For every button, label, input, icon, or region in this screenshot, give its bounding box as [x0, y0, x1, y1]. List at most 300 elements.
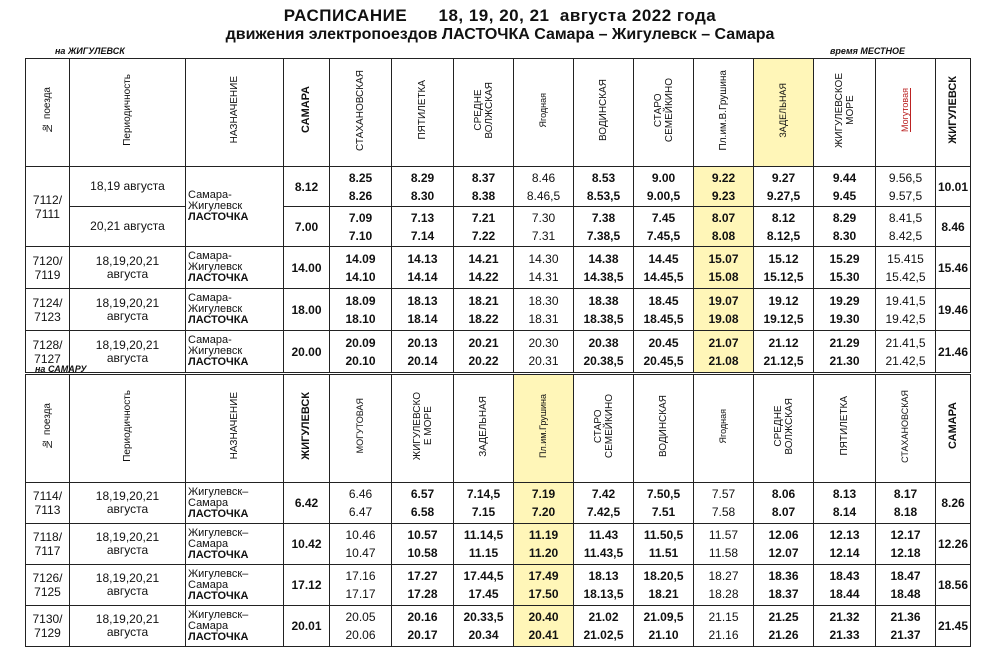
t1-time-cell [330, 247, 392, 289]
t2-period: 18,19,20,21 августа [95, 612, 160, 639]
t2-train-number: 7126/ 7125 [32, 571, 63, 599]
t2-time-cell [634, 483, 694, 524]
t1-time-value: 21.29 21.30 [829, 335, 860, 368]
t2-train-number-cell [26, 606, 70, 647]
t1-time-cell [876, 167, 936, 207]
t2-period: 18,19,20,21 августа [95, 571, 160, 598]
t2-data-row [26, 565, 971, 606]
t2-time-cell [634, 565, 694, 606]
t2-train-number-cell [26, 524, 70, 565]
t1-time-value: 20.09 20.10 [345, 335, 376, 368]
t1-time-value: 18.30 18.31 [528, 293, 559, 326]
t1-time-value: 14.21 14.22 [468, 251, 499, 284]
t1-header-label: СТАХАНОВСКАЯ [355, 69, 366, 151]
t2-time-cell [514, 524, 574, 565]
t2-destination: Жигулевск– Самара ЛАСТОЧКА [188, 485, 249, 520]
t1-end-time: 10.01 [936, 167, 971, 207]
t2-time-cell [754, 606, 814, 647]
t1-destination: Самара- Жигулевск ЛАСТОЧКА [188, 189, 249, 223]
t2-time-cell [876, 483, 936, 524]
t1-time-value: 14.09 14.10 [345, 251, 376, 284]
t1-header-row [26, 59, 971, 167]
t1-header-cell [186, 59, 284, 167]
t2-time-cell [454, 565, 514, 606]
t2-time-cell [514, 565, 574, 606]
t2-destination-cell [186, 565, 284, 606]
t1-time-cell [754, 247, 814, 289]
t1-start-time: 14.00 [284, 247, 330, 289]
t1-start-time: 20.00 [284, 331, 330, 373]
t1-time-cell [330, 167, 392, 207]
t2-time-value: 10.46 10.47 [345, 528, 376, 560]
t1-time-value: 8.53 8.53,5 [586, 170, 621, 203]
t1-time-value: 20.21 20.22 [468, 335, 499, 368]
t1-time-cell [814, 331, 876, 373]
t2-time-value: 11.19 11.20 [528, 528, 559, 560]
t2-time-cell [392, 565, 454, 606]
t2-period-cell [70, 606, 186, 647]
t1-train-brand: ЛАСТОЧКА [188, 272, 249, 284]
t2-time-value: 6.57 6.58 [410, 487, 435, 519]
t1-time-cell [454, 289, 514, 331]
t1-time-value: 8.46 8.46,5 [526, 170, 561, 203]
t1-header-label: Пл.им.В.Грушина [718, 69, 729, 151]
t2-time-value: 21.09,5 21.10 [643, 610, 684, 642]
t2-time-cell [392, 524, 454, 565]
t2-time-value: 7.42 7.42,5 [586, 487, 621, 519]
t1-time-cell [634, 331, 694, 373]
t2-time-cell [330, 565, 392, 606]
t2-time-value: 8.13 8.14 [832, 487, 857, 519]
t2-time-value: 18.20,5 18.21 [643, 569, 684, 601]
t2-header-label: ВОДИНСКАЯ [658, 394, 669, 458]
t1-time-value: 8.29 8.30 [832, 210, 857, 243]
t2-time-value: 11.57 11.58 [708, 528, 739, 560]
t2-train-brand: ЛАСТОЧКА [188, 630, 249, 643]
t2-time-value: 18.27 18.28 [708, 569, 739, 601]
t1-time-value: 18.38 18.38,5 [583, 293, 624, 326]
t2-time-value: 18.47 18.48 [890, 569, 921, 601]
t2-time-value: 21.02 21.02,5 [583, 610, 624, 642]
t1-train-number: 7112/ 7111 [32, 192, 63, 221]
t2-time-value: 17.44,5 17.45 [463, 569, 504, 601]
t1-destination-cell [186, 289, 284, 331]
t1-time-cell [754, 331, 814, 373]
t2-time-value: 7.19 7.20 [531, 487, 556, 519]
t1-data-row [26, 289, 971, 331]
t1-period: 20,21 августа [90, 219, 165, 233]
t1-header-cell [392, 59, 454, 167]
t2-header-label: № поезда [42, 403, 53, 449]
t1-period: 18,19 августа [90, 179, 165, 193]
t2-time-value: 20.40 20.41 [528, 610, 559, 642]
t2-period: 18,19,20,21 августа [95, 530, 160, 557]
t1-time-cell [634, 167, 694, 207]
t2-time-cell [814, 483, 876, 524]
t1-time-cell [694, 289, 754, 331]
t1-time-cell [876, 331, 936, 373]
t1-time-value: 8.29 8.30 [410, 170, 435, 203]
t2-destination: Жигулевск– Самара ЛАСТОЧКА [188, 526, 249, 561]
t2-time-value: 10.57 10.58 [407, 528, 438, 560]
t2-time-value: 21.15 21.16 [708, 610, 739, 642]
t2-time-value: 20.16 20.17 [407, 610, 438, 642]
t1-time-cell [754, 207, 814, 247]
direction-label-zhigulevsk: на ЖИГУЛЕВСК [55, 46, 125, 56]
t2-time-cell [754, 483, 814, 524]
t2-time-value: 20.33,5 20.34 [463, 610, 504, 642]
t1-time-cell [634, 289, 694, 331]
t1-train-number-cell [26, 289, 70, 331]
t2-time-cell [454, 524, 514, 565]
t1-time-value: 8.25 8.26 [348, 170, 373, 203]
t2-header-cell [186, 375, 284, 483]
t2-header-label: ЖИГУЛЕВСКО Е МОРЕ [411, 391, 434, 461]
t1-period: 18,19,20,21 августа [95, 295, 160, 323]
t2-time-value: 6.46 6.47 [348, 487, 373, 519]
t1-time-cell [634, 207, 694, 247]
t1-time-cell [514, 167, 574, 207]
t1-header-cell [454, 59, 514, 167]
t1-start-time: 18.00 [284, 289, 330, 331]
t2-header-cell [70, 375, 186, 483]
t1-end-time: 15.46 [936, 247, 971, 289]
t2-start-time: 20.01 [284, 606, 330, 647]
t1-time-value: 8.37 8.38 [471, 170, 496, 203]
direction-label-samara: на САМАРУ [35, 364, 87, 374]
t2-header-label: СТАРО СЕМЕЙКИНО [592, 393, 615, 459]
t2-time-cell [574, 483, 634, 524]
t1-time-cell [876, 247, 936, 289]
t1-end-time: 21.46 [936, 331, 971, 373]
t2-time-cell [694, 606, 754, 647]
t1-time-value: 21.41,5 21.42,5 [885, 335, 926, 368]
t1-time-value: 18.45 18.45,5 [643, 293, 684, 326]
t1-header-label: Ягодная [538, 92, 548, 128]
t2-time-value: 17.49 17.50 [528, 569, 559, 601]
t1-time-cell [814, 289, 876, 331]
t2-time-cell [330, 606, 392, 647]
t1-time-value: 14.45 14.45,5 [643, 251, 684, 284]
local-time-note: время МЕСТНОЕ [830, 46, 906, 56]
t2-train-number-cell [26, 565, 70, 606]
t1-time-cell [514, 331, 574, 373]
t1-time-cell [330, 289, 392, 331]
t1-train-brand: ЛАСТОЧКА [188, 314, 249, 326]
t1-time-cell [514, 289, 574, 331]
t2-period-cell [70, 483, 186, 524]
t1-data-row [26, 167, 971, 207]
t2-time-cell [392, 483, 454, 524]
t1-time-value: 19.41,5 19.42,5 [885, 293, 926, 326]
t2-period-cell [70, 565, 186, 606]
t2-header-cell [876, 375, 936, 483]
t1-header-cell [514, 59, 574, 167]
t2-time-cell [634, 606, 694, 647]
t2-end-time: 21.45 [936, 606, 971, 647]
t1-time-value: 9.56,5 9.57,5 [888, 170, 923, 203]
t1-time-cell [574, 167, 634, 207]
t1-time-value: 9.22 9.23 [711, 170, 736, 203]
t2-header-cell [330, 375, 392, 483]
t1-time-value: 15.415 15.42,5 [885, 251, 926, 284]
t1-time-cell [392, 247, 454, 289]
t1-time-value: 9.00 9.00,5 [646, 170, 681, 203]
t2-header-label: САМАРА [946, 402, 959, 450]
t1-time-value: 20.45 20.45,5 [643, 335, 684, 368]
t1-time-value: 18.09 18.10 [345, 293, 376, 326]
t2-start-time: 6.42 [284, 483, 330, 524]
t1-time-cell [574, 331, 634, 373]
t2-destination: Жигулевск– Самара ЛАСТОЧКА [188, 567, 249, 602]
t2-header-cell [514, 375, 574, 483]
t1-period: 18,19,20,21 августа [95, 337, 160, 365]
t1-time-value: 21.07 21.08 [708, 335, 739, 368]
t1-time-cell [574, 207, 634, 247]
t2-time-cell [754, 524, 814, 565]
t2-time-value: 21.36 21.37 [890, 610, 921, 642]
t1-time-cell [330, 207, 392, 247]
t1-time-value: 15.12 15.12,5 [763, 251, 804, 284]
t1-time-value: 18.13 18.14 [407, 293, 438, 326]
t2-time-value: 20.05 20.06 [345, 610, 376, 642]
t1-time-cell [454, 207, 514, 247]
t1-time-cell [754, 289, 814, 331]
t1-time-value: 14.13 14.14 [407, 251, 438, 284]
t1-train-number: 7124/ 7123 [32, 295, 63, 324]
t2-destination-cell [186, 483, 284, 524]
t1-time-cell [754, 167, 814, 207]
t2-train-number: 7114/ 7113 [32, 489, 63, 517]
t1-train-brand: ЛАСТОЧКА [188, 211, 249, 223]
t1-time-value: 20.38 20.38,5 [583, 335, 624, 368]
t1-destination: Самара- Жигулевск ЛАСТОЧКА [188, 334, 249, 368]
t1-destination-cell [186, 247, 284, 289]
t1-time-value: 7.45 7.45,5 [646, 210, 681, 243]
t1-time-cell [514, 247, 574, 289]
t2-time-value: 21.32 21.33 [829, 610, 860, 642]
t2-time-cell [454, 606, 514, 647]
t1-time-value: 7.09 7.10 [348, 210, 373, 243]
t2-end-time: 12.26 [936, 524, 971, 565]
t2-train-brand: ЛАСТОЧКА [188, 548, 249, 561]
t1-time-value: 7.30 7.31 [531, 210, 556, 243]
t1-period-cell [70, 207, 186, 247]
t1-train-number-cell [26, 167, 70, 247]
t2-train-number-cell [26, 483, 70, 524]
t2-time-cell [814, 524, 876, 565]
t2-time-value: 17.27 17.28 [407, 569, 438, 601]
t1-destination: Самара- Жигулевск ЛАСТОЧКА [188, 292, 249, 326]
t2-time-value: 18.43 18.44 [829, 569, 860, 601]
t1-time-value: 19.29 19.30 [829, 293, 860, 326]
t2-data-row [26, 524, 971, 565]
t1-header-cell [876, 59, 936, 167]
t1-header-cell [284, 59, 330, 167]
t1-header-cell [26, 59, 70, 167]
t1-header-cell [574, 59, 634, 167]
t1-start-time: 7.00 [284, 207, 330, 247]
t2-time-cell [814, 565, 876, 606]
t2-destination-cell [186, 524, 284, 565]
t1-header-label: ПЯТИЛЕТКА [417, 80, 428, 140]
t1-header-label: СТАРО СЕМЕЙКИНО [652, 77, 675, 143]
t1-time-cell [876, 207, 936, 247]
t2-header-cell [574, 375, 634, 483]
t1-header-label: ВОДИНСКАЯ [598, 78, 609, 142]
t2-time-cell [514, 606, 574, 647]
t1-header-cell [70, 59, 186, 167]
t2-time-cell [876, 565, 936, 606]
t2-destination-cell [186, 606, 284, 647]
schedule-table-to-samara [25, 374, 971, 647]
t1-time-cell [392, 289, 454, 331]
t1-time-value: 7.21 7.22 [471, 210, 496, 243]
t1-train-number-cell [26, 247, 70, 289]
t1-time-cell [330, 331, 392, 373]
t1-period-cell [70, 247, 186, 289]
t1-time-cell [392, 167, 454, 207]
t1-header-cell [754, 59, 814, 167]
t2-destination: Жигулевск– Самара ЛАСТОЧКА [188, 608, 249, 643]
t1-period: 18,19,20,21 августа [95, 253, 160, 281]
t2-time-cell [876, 606, 936, 647]
t1-data-row [26, 247, 971, 289]
t2-header-label: Периодичность [122, 390, 133, 462]
t1-time-value: 14.38 14.38,5 [583, 251, 624, 284]
t2-header-label: МОГУТОВАЯ [355, 398, 365, 454]
t1-time-cell [694, 247, 754, 289]
t1-header-label: ЖИГУЛЕВСК [946, 76, 959, 144]
t2-start-time: 10.42 [284, 524, 330, 565]
t1-time-value: 15.29 15.30 [829, 251, 860, 284]
t1-time-cell [634, 247, 694, 289]
t2-end-time: 8.26 [936, 483, 971, 524]
t2-time-value: 21.25 21.26 [768, 610, 799, 642]
t2-time-cell [330, 524, 392, 565]
t2-time-cell [574, 565, 634, 606]
t1-header-label: ЖИГУЛЕВСКОЕ МОРЕ [833, 72, 856, 148]
t1-header-cell [634, 59, 694, 167]
t2-header-cell [694, 375, 754, 483]
t2-time-cell [876, 524, 936, 565]
t1-destination: Самара- Жигулевск ЛАСТОЧКА [188, 250, 249, 284]
t2-data-row [26, 606, 971, 647]
t1-header-label: НАЗНАЧЕНИЕ [229, 76, 240, 144]
t1-time-cell [454, 167, 514, 207]
t1-time-cell [392, 331, 454, 373]
t2-header-cell [754, 375, 814, 483]
t1-time-cell [574, 289, 634, 331]
t1-data-row [26, 331, 971, 373]
t1-time-value: 20.30 20.31 [528, 335, 559, 368]
t1-end-time: 19.46 [936, 289, 971, 331]
t1-time-cell [876, 289, 936, 331]
t1-header-label: № поезда [42, 87, 53, 133]
t2-header-cell [26, 375, 70, 483]
t2-time-value: 11.43 11.43,5 [583, 528, 624, 560]
t1-header-label: Периодичность [122, 74, 133, 146]
t1-time-value: 7.13 7.14 [410, 210, 435, 243]
t1-header-label: САМАРА [300, 86, 312, 134]
t1-destination-cell [186, 167, 284, 247]
t2-period-cell [70, 524, 186, 565]
t1-time-value: 14.30 14.31 [528, 251, 559, 284]
t2-header-label: ПЯТИЛЕТКА [839, 396, 850, 456]
t2-header-cell [454, 375, 514, 483]
t2-start-time: 17.12 [284, 565, 330, 606]
t2-time-value: 7.50,5 7.51 [646, 487, 681, 519]
t1-time-cell [454, 331, 514, 373]
t1-header-label: Могутовая [900, 88, 910, 132]
t2-time-value: 12.13 12.14 [829, 528, 860, 560]
t2-time-value: 17.16 17.17 [345, 569, 376, 601]
t2-header-cell [936, 375, 971, 483]
t2-time-cell [514, 483, 574, 524]
t1-start-time: 8.12 [284, 167, 330, 207]
t2-header-cell [814, 375, 876, 483]
t2-time-cell [754, 565, 814, 606]
t1-header-cell [814, 59, 876, 167]
t2-time-cell [330, 483, 392, 524]
t1-time-value: 15.07 15.08 [708, 251, 739, 284]
t2-time-value: 12.17 12.18 [890, 528, 921, 560]
t2-train-number: 7130/ 7129 [32, 612, 63, 640]
t1-destination-cell [186, 331, 284, 373]
t1-time-cell [814, 167, 876, 207]
t2-header-label: СТАХАНОВСКАЯ [900, 389, 910, 463]
t2-time-value: 12.06 12.07 [768, 528, 799, 560]
t2-time-cell [694, 483, 754, 524]
t1-train-brand: ЛАСТОЧКА [188, 356, 249, 368]
t2-time-cell [694, 524, 754, 565]
t2-header-cell [392, 375, 454, 483]
t1-time-cell [694, 167, 754, 207]
t2-header-cell [634, 375, 694, 483]
t1-header-label: ЗАДЕЛЬНАЯ [778, 82, 788, 138]
t1-header-cell [936, 59, 971, 167]
t2-header-label: НАЗНАЧЕНИЕ [229, 392, 240, 460]
t1-time-value: 19.12 19.12,5 [763, 293, 804, 326]
t2-time-cell [634, 524, 694, 565]
t1-period-cell [70, 167, 186, 207]
t2-header-cell [284, 375, 330, 483]
t2-header-label: ЖИГУЛЕВСК [300, 392, 312, 460]
schedule-subtitle: движения электропоездов ЛАСТОЧКА Самара – Жигулевск – Самара [225, 26, 775, 43]
t2-time-value: 7.57 7.58 [711, 487, 736, 519]
t1-time-value: 8.07 8.08 [711, 210, 736, 243]
t1-time-value: 8.41,5 8.42,5 [888, 210, 923, 243]
t1-header-cell [694, 59, 754, 167]
t2-time-value: 18.36 18.37 [768, 569, 799, 601]
t1-time-cell [694, 207, 754, 247]
t1-train-number: 7128/ 7127 [32, 337, 63, 366]
t1-time-cell [454, 247, 514, 289]
t1-time-value: 7.38 7.38,5 [586, 210, 621, 243]
t1-time-cell [814, 247, 876, 289]
t2-time-cell [574, 606, 634, 647]
t2-header-label: ЗАДЕЛЬНАЯ [478, 395, 489, 457]
t1-time-cell [694, 331, 754, 373]
t1-end-time: 8.46 [936, 207, 971, 247]
t1-train-number: 7120/ 7119 [32, 253, 63, 282]
t1-data-row [26, 207, 971, 247]
t2-time-cell [392, 606, 454, 647]
t2-header-row [26, 375, 971, 483]
t2-period: 18,19,20,21 августа [95, 489, 160, 516]
t2-header-label: Ягодная [718, 408, 728, 444]
t1-time-cell [514, 207, 574, 247]
